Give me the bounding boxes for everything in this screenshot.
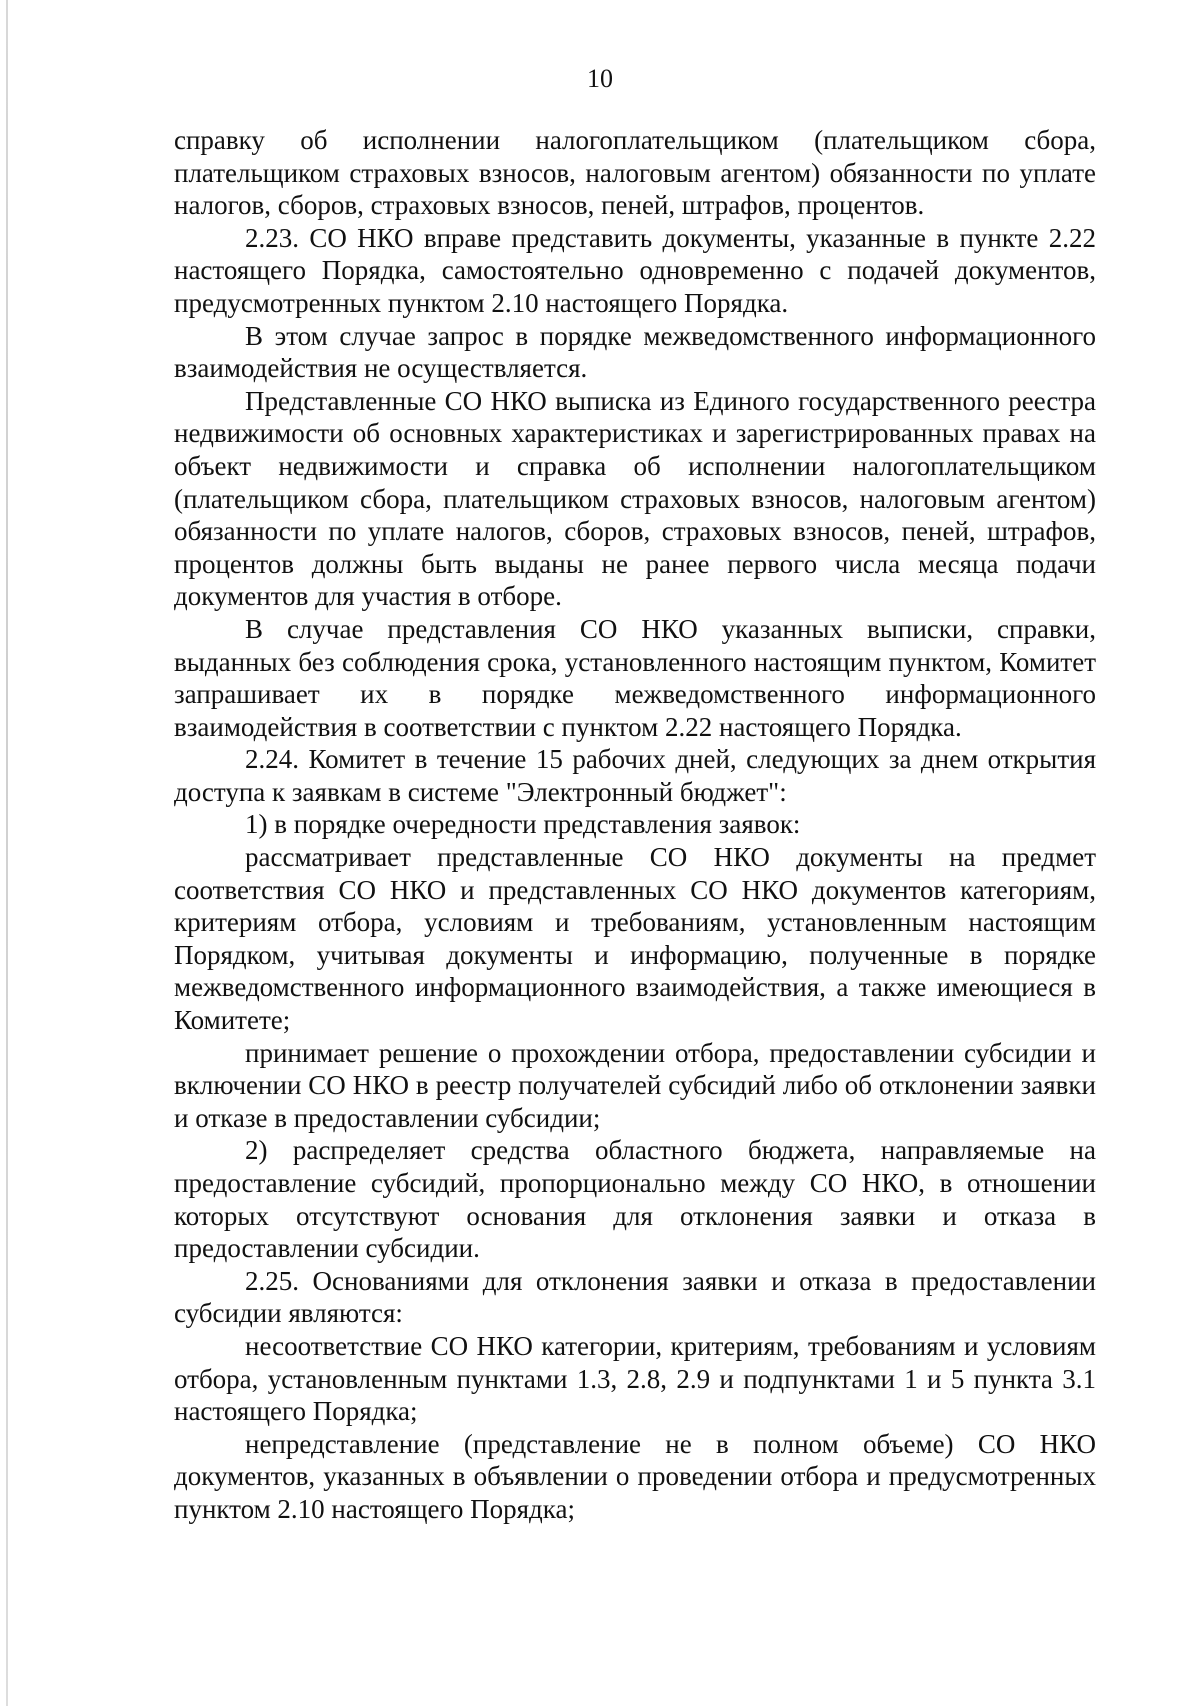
paragraph-5: В случае представления СО НКО указанных выписки, справки, выданных без соблюдения срока, установленного настоящим пунктом, Комитет запрашивает их в порядке межведомственного информационного взаимодействия в соответствии с пунктом 2.22 настоящего Порядка. <box>174 613 1096 742</box>
paragraph-2-24: 2.24. Комитет в течение 15 рабочих дней, следующих за днем открытия доступа к заявкам в системе "Электронный бюджет": <box>174 744 1096 807</box>
paragraph-12: несоответствие СО НКО категории, критериям, требованиям и условиям отбора, установленным пунктами 1.3, 2.8, 2.9 и подпунктами 1 и 5 пункта 3.1 настоящего Порядка; <box>174 1330 1096 1427</box>
document-body <box>174 124 1096 1526</box>
scan-edge-line <box>6 0 8 1706</box>
paragraph-13: непредставление (представление не в полном объеме) СО НКО документов, указанных в объявлении о проведении отбора и предусмотренных пунктом 2.10 настоящего Порядка; <box>174 1428 1096 1524</box>
paragraph-9: принимает решение о прохождении отбора, предоставлении субсидии и включении СО НКО в реестр получателей субсидий либо об отклонении заявки и отказе в предоставлении субсидии; <box>174 1037 1096 1133</box>
paragraph-4: Представленные СО НКО выписка из Единого государственного реестра недвижимости об основных характеристиках и зарегистрированных правах на объект недвижимости и справка об исполнении налогоплательщиком (плательщиком сбора, плательщиком страховых взносов, налоговым агентом) обязанности по уплате налогов, сборов, страховых взносов, пеней, штрафов, процентов должны быть выданы не ранее первого числа месяца подачи документов для участия в отборе. <box>174 385 1096 612</box>
paragraph-1: справку об исполнении налогоплательщиком (плательщиком сбора, плательщиком страховых взносов, налоговым агентом) обязанности по уплате налогов, сборов, страховых взносов, пеней, штрафов, процентов. <box>174 125 1096 221</box>
paragraph-10: 2) распределяет средства областного бюджета, направляемые на предоставление субсидий, пропорционально между СО НКО, в отношении которых отсутствуют основания для отклонения заявки и отказа в предоставлении субсидии. <box>174 1135 1096 1264</box>
paragraph-8: рассматривает представленные СО НКО документы на предмет соответствия СО НКО и представленных СО НКО документов категориям, критериям отбора, условиям и требованиям, установленным настоящим Порядком, учитывая документы и информацию, полученные в порядке межведомственного информационного взаимодействия, а также имеющиеся в Комитете; <box>174 842 1096 1036</box>
page-number: 10 <box>587 64 613 93</box>
paragraph-3: В этом случае запрос в порядке межведомственного информационного взаимодействия не осуществляется. <box>174 320 1096 384</box>
paragraph-7: 1) в порядке очередности представления заявок: <box>245 809 801 840</box>
paragraph-2-25: 2.25. Основаниями для отклонения заявки и отказа в предоставлении субсидии являются: <box>174 1265 1096 1329</box>
paragraph-2-23: 2.23. СО НКО вправе представить документы, указанные в пункте 2.22 настоящего Порядка, самостоятельно одновременно с подачей документов, предусмотренных пунктом 2.10 настоящего Порядка. <box>174 222 1096 318</box>
